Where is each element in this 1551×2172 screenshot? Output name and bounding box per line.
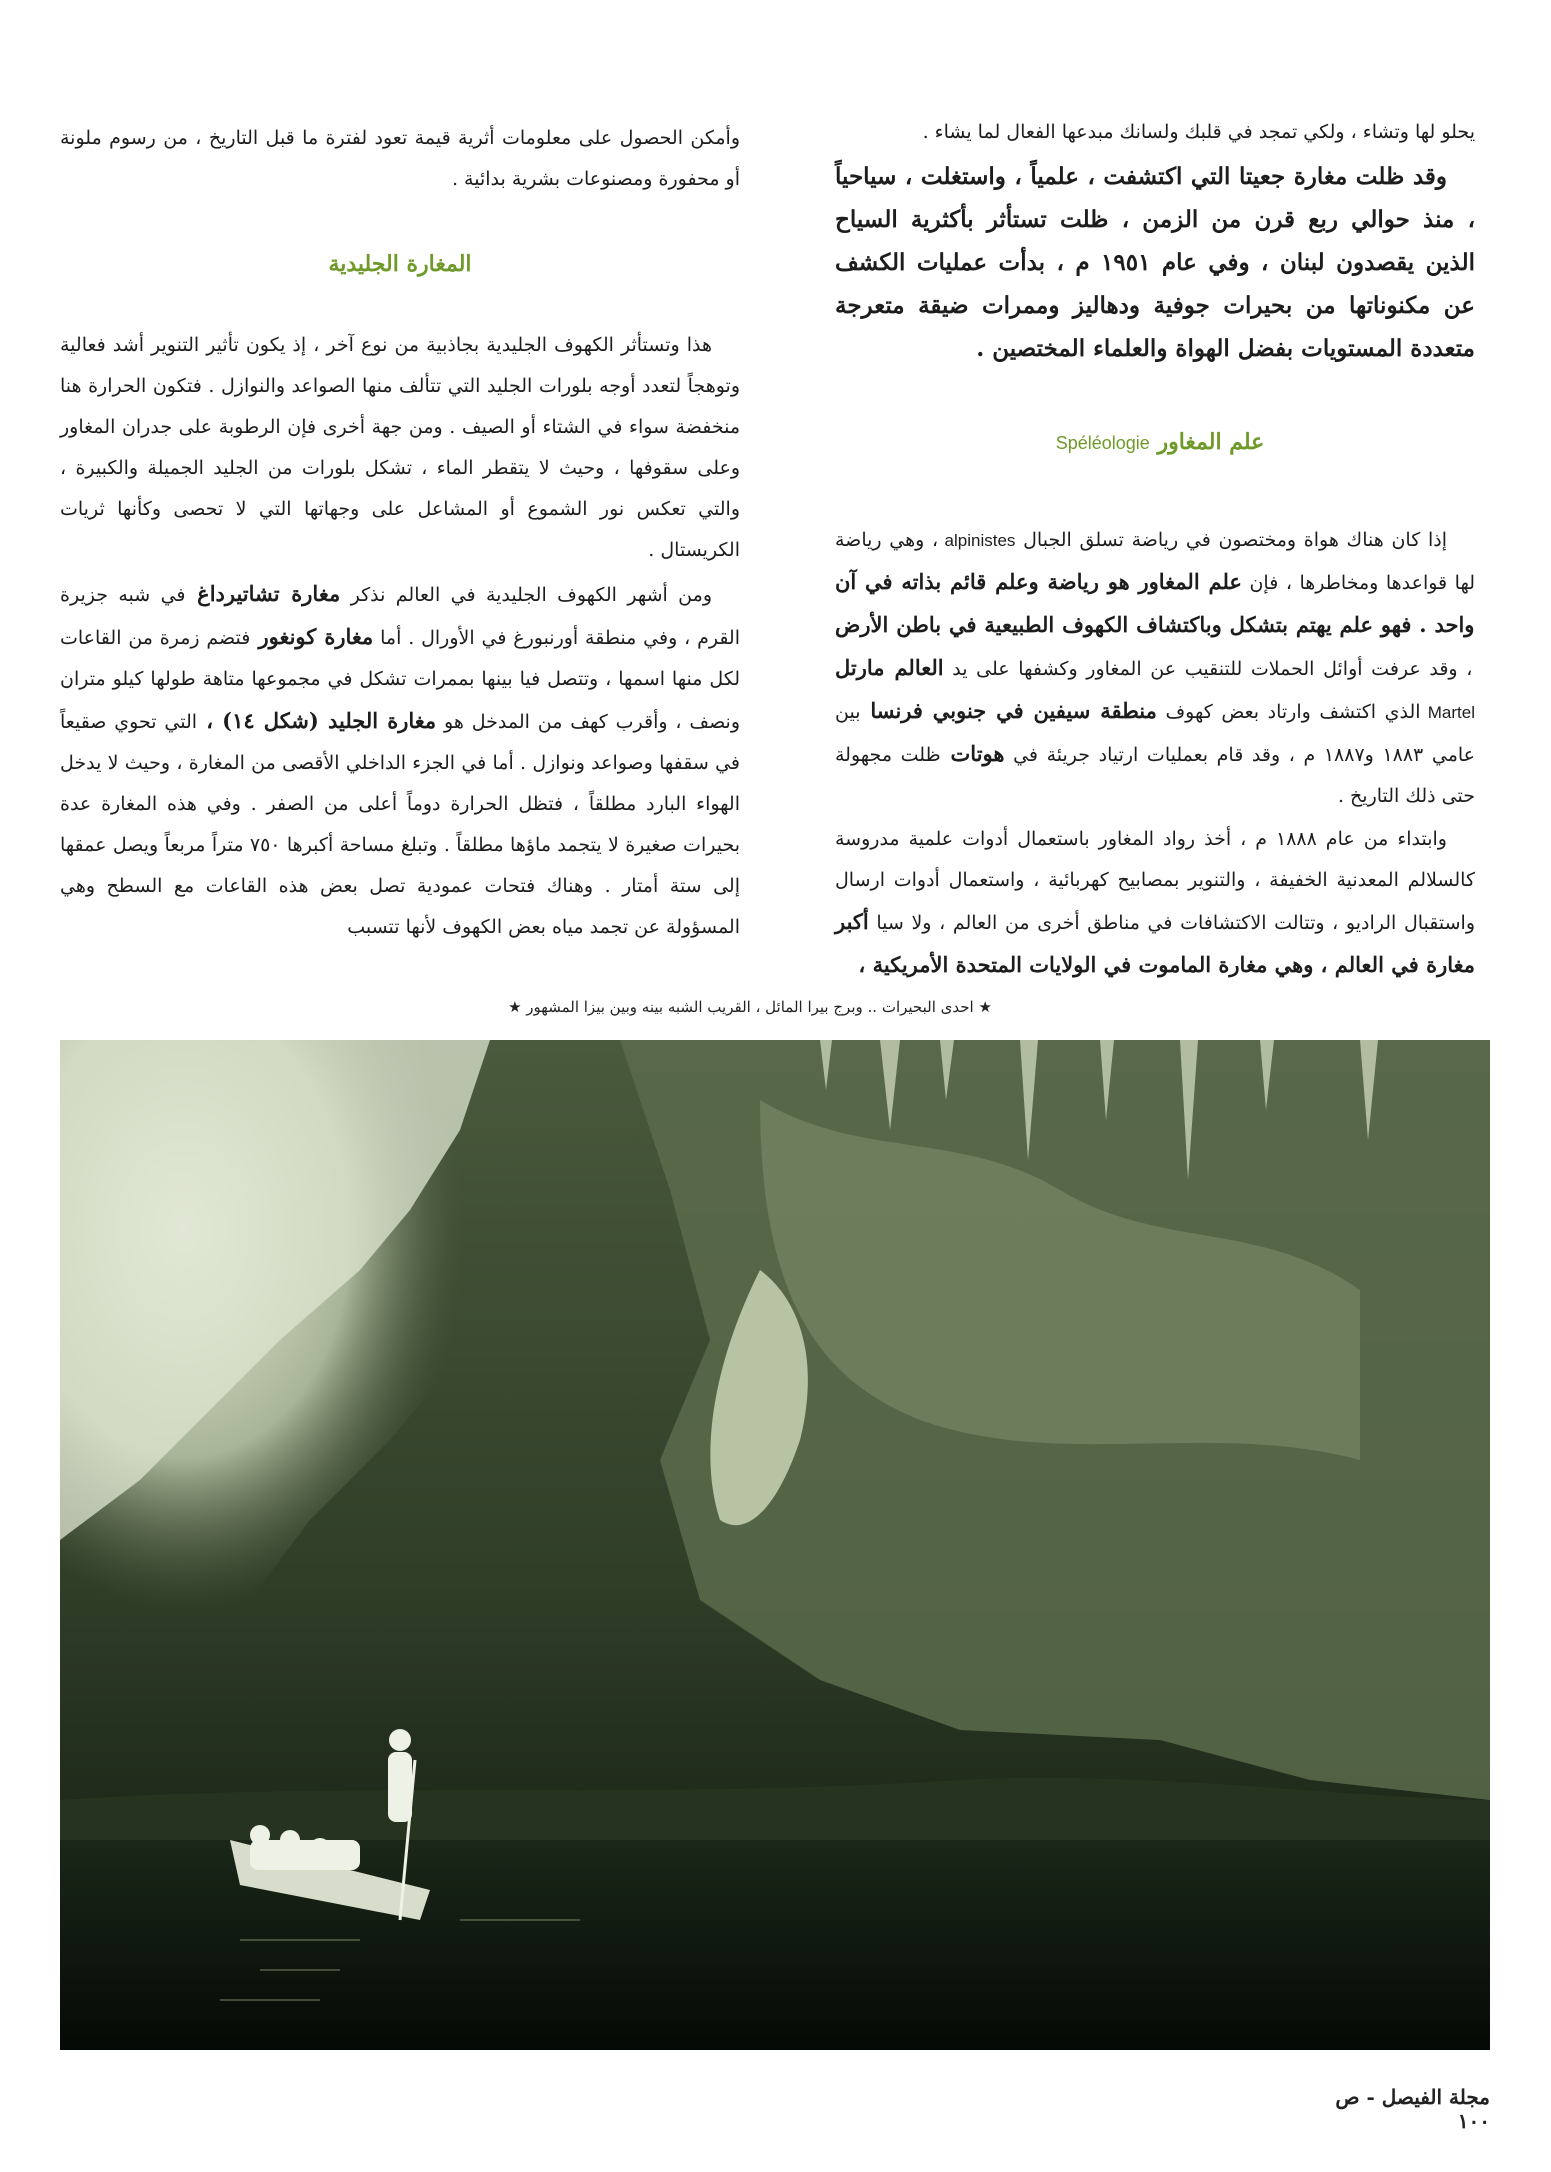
text-run: ومن أشهر الكهوف الجليدية في العالم نذكر [340,584,712,606]
text-run: ، وقد عرفت أوائل الحملات للتنقيب عن المغاور وكشفها على يد [943,658,1473,680]
text-run: في شبه جزيرة القرم ، وفي منطقة أورنبورغ في الأورال . أما [60,584,740,649]
page-footer: مجلة الفيصل - ص ١٠٠ [1335,2085,1490,2133]
bold-run: أكبر مغارة في العالم ، وهي مغارة الماموت في الولايات المتحدة الأمريكية ، [835,909,1475,977]
cave-photo-illustration [60,1040,1490,2050]
right-paragraph-4 [835,819,1475,987]
latin-term: Martel [1420,703,1475,722]
text-run: ظلت مجهولة حتى ذلك التاريخ . [835,744,1475,807]
left-paragraph-2: هذا وتستأثر الكهوف الجليدية بجاذبية من نوع آخر ، إذ يكون تأثير التنوير أشد فعالية وتوهجاً لتعدد أوجه بلورات الجليد التي تتألف منها الصواعد والنوازل . فتكون الحرارة هنا منخفضة سواء في الشتاء أو الصيف . ومن جهة أخرى فإن الرطوبة على جدران المغاور وعلى سقوفها ، وحيث لا يتقطر الماء ، تشكل بلورات من الجليد الجميلة والكبيرة ، والتي تعكس نور الشموع أو المشاعل على وجهاتها التي لا تحصى وكأنها ثريات الكريستال . [60,334,740,561]
speleology-heading-ar: علم المغاور [1149,429,1265,455]
bold-run: مغارة كونغور [250,624,374,649]
cave-lake-photo [60,1040,1490,2050]
right-paragraph-3 [835,520,1475,817]
bold-run: مغارة الجليد (شكل ١٤) ، [197,708,437,733]
text-run: وابتداء من عام ١٨٨٨ م ، أخذ رواد المغاور باستعمال أدوات علمية مدروسة كالسلالم المعدنية الخفيفة ، والتنوير بمصابيح كهربائية ، واستعمال أدوات ارسال واستقبال الراديو ، وتتالت الاكتشافات في مناطق أخرى من العالم ، ولا سيا [835,828,1475,934]
speleology-heading-latin: Spéléologie [1055,433,1150,453]
text-run: إذا كان هناك هواة ومختصون في رياضة تسلق الجبال [1015,529,1447,551]
right-paragraph-1: يحلو لها وتشاء ، ولكي تمجد في قلبك ولسانك مبدعها الفعال لما يشاء . [922,121,1475,143]
right-column [835,112,1475,989]
bold-run: العالم مارتل [835,655,944,680]
left-paragraph-1: وأمكن الحصول على معلومات أثرية قيمة تعود لفترة ما قبل التاريخ ، من رسوم ملونة أو محفورة ومصنوعات بشرية بدائية . [60,127,740,190]
speleology-heading [835,422,1475,464]
right-paragraph-2: وقد ظلت مغارة جعيتا التي اكتشفت ، علمياً ، واستغلت ، سياحياً ، منذ حوالي ربع قرن من الزمن ، ظلت تستأثر بأكثرية السياح الذين يقصدون لبنان ، وفي عام ١٩٥١ م ، بدأت عمليات الكشف عن مكنوناتها من بحيرات جوفية ودهاليز وممرات ضيقة متعرجة متعددة المستويات بفضل الهواة والعلماء المختصين . [835,163,1475,362]
text-run: فتضم زمرة من القاعات لكل منها اسمها ، وتتصل فيا بينها بممرات تشكل في مجموعها متاهة طولها كيلو متران ونصف ، وأقرب كهف من المدخل هو [60,627,741,733]
text-run: ، وهي رياضة لها قواعدها ومخاطرها ، فإن [835,529,1476,594]
text-run: التي تحوي صقيعاً في سقفها وصواعد ونوازل . أما في الجزء الداخلي الأقصى من المغارة ، وحيث لا يدخل الهواء البارد مطلقاً ، فتظل الحرارة دوماً أعلى من الصفر . وفي هذه المغارة عدة بحيرات صغيرة لا يتجمد ماؤها مطلقاً . وتبلغ مساحة أكبرها ٧٥٠ متراً مربعاً ويصل عمقها إلى ستة أمتار . وهناك فتحات عمودية تصل بعض هذه القاعات مع السطح وهي المسؤولة عن تجمد مياه بعض الكهوف لأنها تتسبب [60,711,740,938]
bold-run: منطقة سيفين في جنوبي فرنسا [860,698,1157,723]
bold-run: مغارة تشاتيرداغ [185,581,341,606]
text-run: الذي اكتشف وارتاد بعض كهوف [1156,701,1421,723]
bold-run: هوتات [940,741,1005,766]
bold-run: علم المغاور هو رياضة وعلم قائم بذاته في آن واحد . فهو علم يهتم بتشكل وباكتشاف الكهوف الطبيعية في باطن الأرض [835,569,1475,637]
left-column [60,118,740,950]
text-run: بين عامي ١٨٨٣ و١٨٨٧ م ، وقد قام بعمليات ارتياد جريئة في [835,701,1476,766]
left-paragraph-3 [60,573,740,948]
photo-caption: ★ احدى البحيرات .. وبرج بيرا المائل ، القريب الشبه بينه وبين بيزا المشهور ★ [508,998,992,1016]
ice-cave-heading: المغارة الجليدية [328,251,472,277]
latin-term: alpinistes [938,531,1016,550]
